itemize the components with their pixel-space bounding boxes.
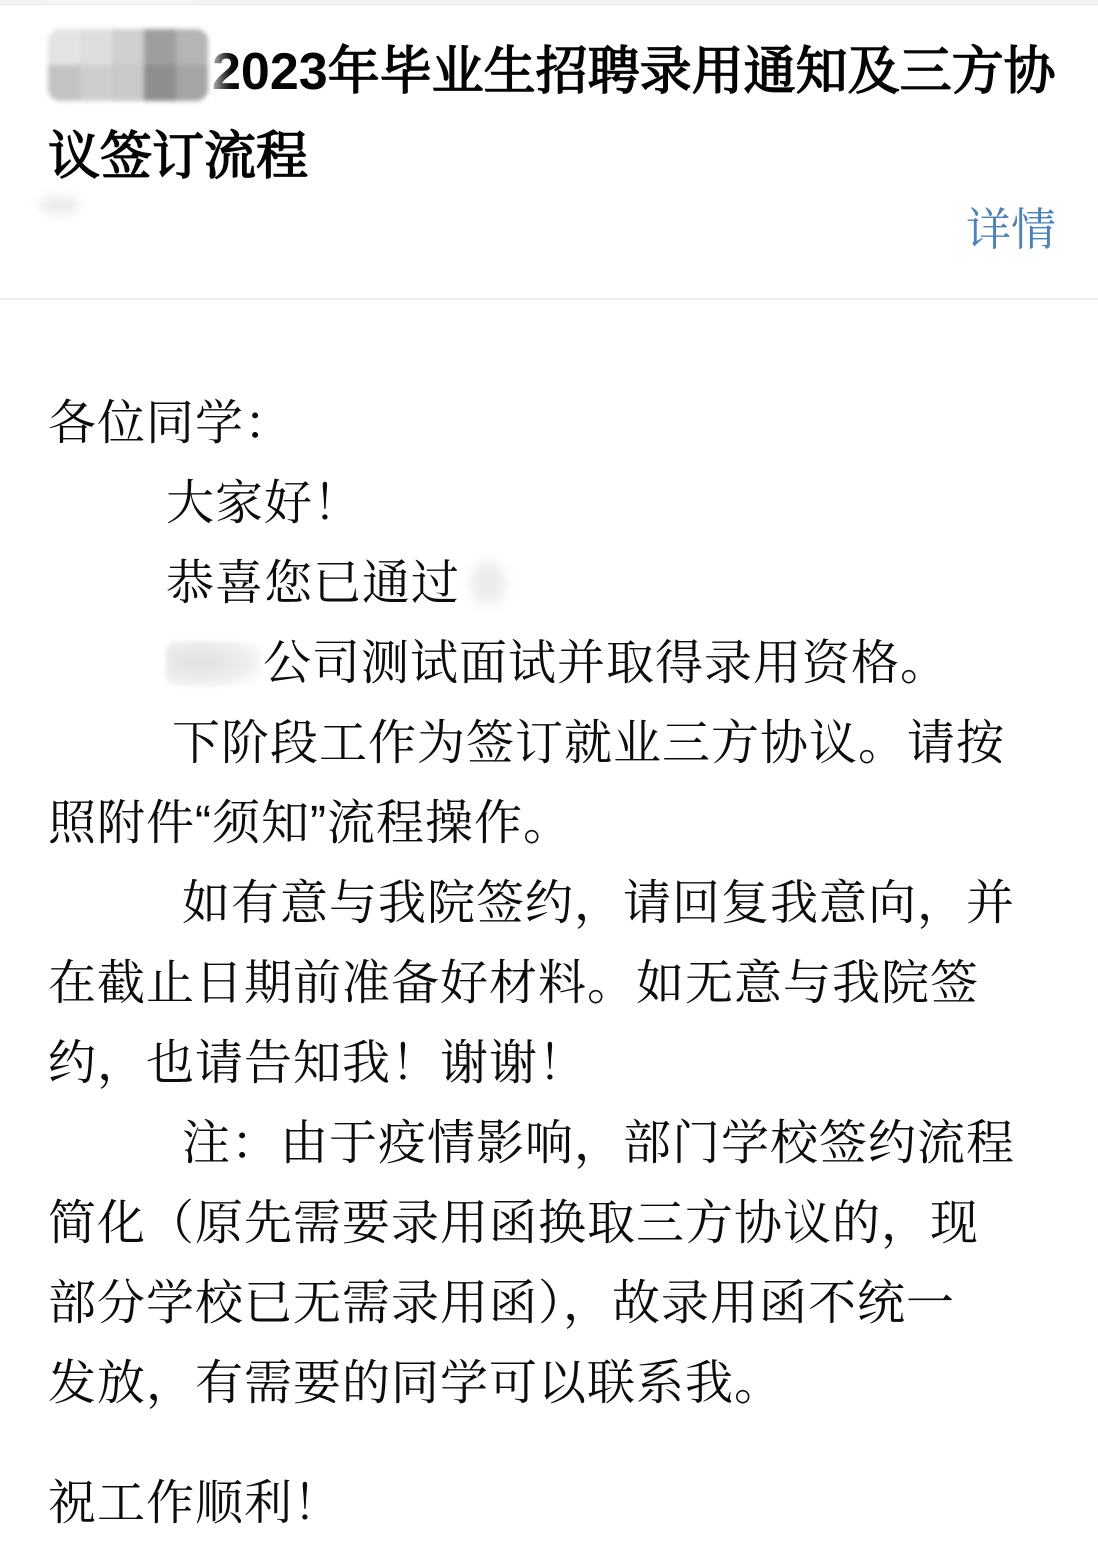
notice-title-text: 2023年毕业生招聘录用通知及三方协议签订流程: [48, 43, 1056, 186]
body-line: 下阶段工作为签订就业三方协议。请按: [172, 717, 1006, 770]
faint-smudge: [38, 195, 80, 215]
body-line: 如有意与我院签约，请回复我意向，并: [182, 877, 1016, 930]
body-line: 约，也请告知我！谢谢！: [48, 1037, 588, 1090]
detail-row: [48, 204, 1056, 267]
body-line: 祝工作顺利！: [48, 1477, 343, 1530]
redacted-company-blur: [48, 29, 208, 101]
body-line: 各位同学：: [48, 397, 294, 450]
body-line: 公司测试面试并取得录用资格。: [48, 624, 1050, 704]
body-line: 发放，有需要的同学可以联系我。: [48, 1357, 784, 1410]
body-line: 恭喜您已通过: [48, 544, 1050, 624]
notice-title: [48, 29, 1056, 200]
body-line: 照附件“须知”流程操作。: [48, 797, 572, 850]
faint-smudge: [470, 561, 506, 605]
body-line: 部分学校已无需录用函），故录用函不统一: [48, 1277, 956, 1330]
body-line: 注：由于疫情影响，部门学校签约流程: [182, 1117, 1016, 1170]
redacted-name-blur: [166, 641, 261, 687]
detail-link[interactable]: 详情: [965, 204, 1056, 255]
notice-header: [0, 5, 1098, 267]
notice-body: [0, 300, 1098, 1544]
body-spacer: [48, 1424, 1050, 1464]
body-line: 简化（原先需要录用函换取三方协议的，现: [48, 1197, 980, 1250]
body-line: 在截止日期前准备好材料。如无意与我院签: [48, 957, 980, 1010]
body-line: 大家好！: [166, 477, 363, 530]
